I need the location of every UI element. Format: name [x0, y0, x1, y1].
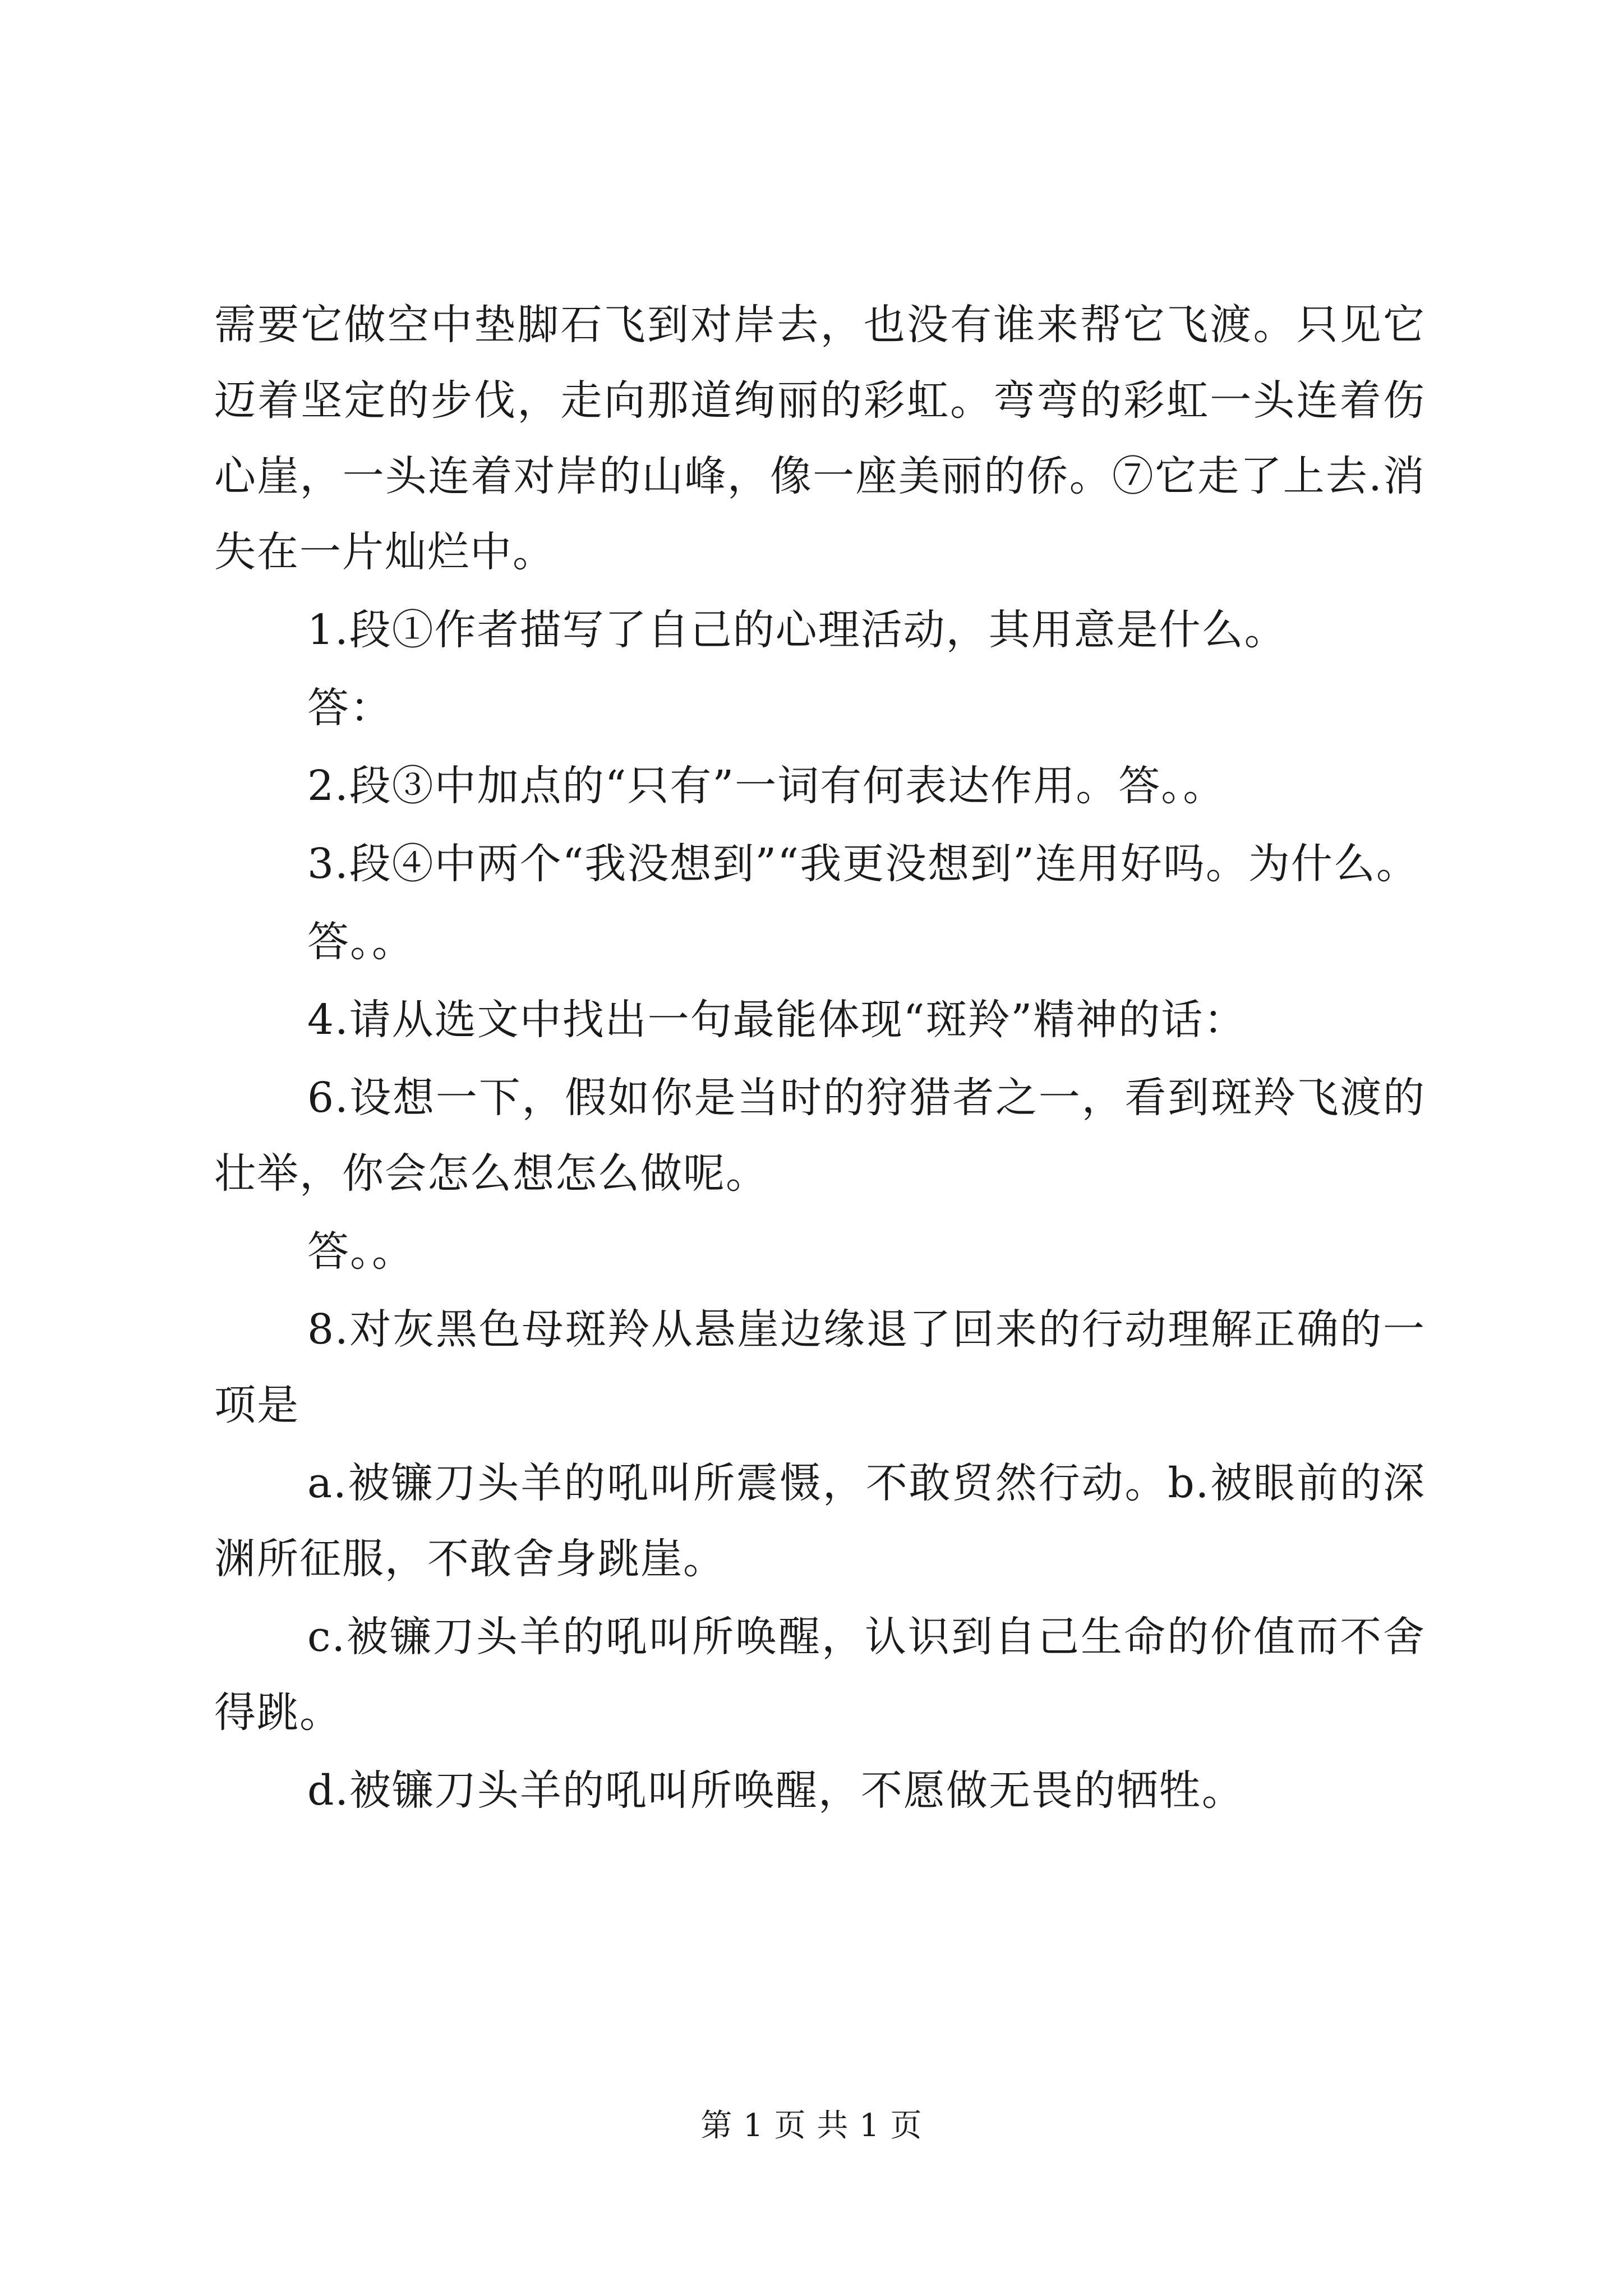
question-2: 2.段③中加点的“只有”一词有何表达作用。答。。	[307, 762, 1226, 810]
question-1: 1.段①作者描写了自己的心理活动，其用意是什么。	[307, 606, 1287, 654]
paragraph-continuation: 需要它做空中垫脚石飞到对岸去，也没有谁来帮它飞渡。只见它迈着坚定的步伐，走向那道绚丽的彩虹。弯弯的彩虹一头连着伤心崖，一头连着对岸的山峰，像一座美丽的侨。⑦它走了上去.消失在一片灿烂中。	[214, 301, 1426, 576]
option-c: c.被镰刀头羊的吼叫所唤醒，认识到自己生命的价值而不舍得跳。	[214, 1613, 1426, 1737]
question-6: 6.设想一下，假如你是当时的狩猎者之一，看到斑羚飞渡的壮举，你会怎么想怎么做呢。	[214, 1074, 1426, 1198]
document-body	[214, 287, 1426, 1831]
question-3: 3.段④中两个“我没想到”“我更没想到”连用好吗。为什么。	[307, 840, 1419, 888]
answer-1: 答：	[307, 684, 393, 732]
answer-6: 答。。	[307, 1227, 414, 1276]
option-d: d.被镰刀头羊的吼叫所唤醒，不愿做无畏的牺牲。	[307, 1766, 1244, 1815]
answer-3: 答。。	[307, 918, 414, 966]
page-footer: 第 1 页 共 1 页	[700, 2108, 923, 2144]
option-a-b: a.被镰刀头羊的吼叫所震慑，不敢贸然行动。b.被眼前的深渊所征服，不敢舍身跳崖。	[214, 1459, 1426, 1583]
question-4: 4.请从选文中找出一句最能体现“斑羚”精神的话：	[307, 996, 1247, 1044]
question-8: 8.对灰黑色母斑羚从悬崖边缘退了回来的行动理解正确的一项是	[214, 1305, 1426, 1429]
